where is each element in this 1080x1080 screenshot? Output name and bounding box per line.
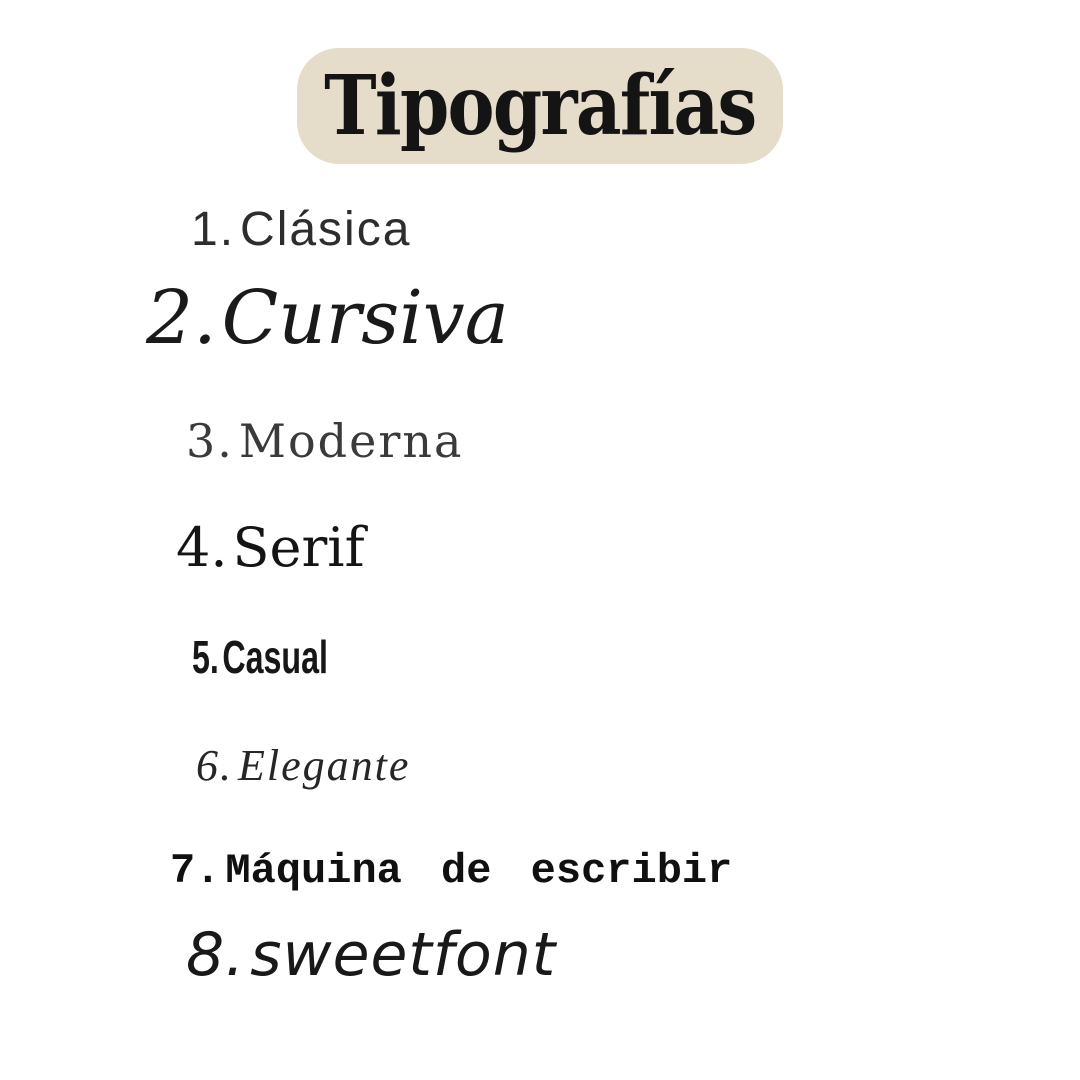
item-label: Elegante [238, 741, 411, 790]
font-list-item-serif [176, 518, 365, 577]
font-list-item-clasica [191, 204, 411, 257]
item-number: 6. [196, 741, 233, 790]
page-title: Tipografías [324, 58, 756, 154]
item-number: 5. [192, 631, 219, 683]
title-badge [297, 48, 783, 164]
item-number: 1. [191, 203, 236, 256]
font-list-item-maquina-de-escribir [170, 848, 732, 894]
font-list-item-cursiva [146, 275, 509, 361]
item-label: Moderna [238, 414, 464, 468]
font-list-item-elegante [196, 742, 410, 790]
font-list-item-sweetfont [186, 922, 556, 988]
item-label: Serif [232, 516, 365, 579]
item-number: 7. [170, 847, 221, 895]
item-number: 3. [186, 414, 234, 468]
item-number: 8. [186, 920, 246, 990]
item-number: 4. [176, 516, 228, 579]
font-list-item-casual [192, 632, 328, 683]
item-label: Clásica [240, 203, 412, 256]
item-label: Máquina de escribir [225, 847, 733, 895]
item-label: Cursiva [221, 275, 509, 361]
item-label: sweetfont [250, 920, 557, 990]
item-number: 2. [146, 275, 217, 361]
font-list-item-moderna [186, 416, 463, 467]
item-label: Casual [222, 631, 328, 683]
